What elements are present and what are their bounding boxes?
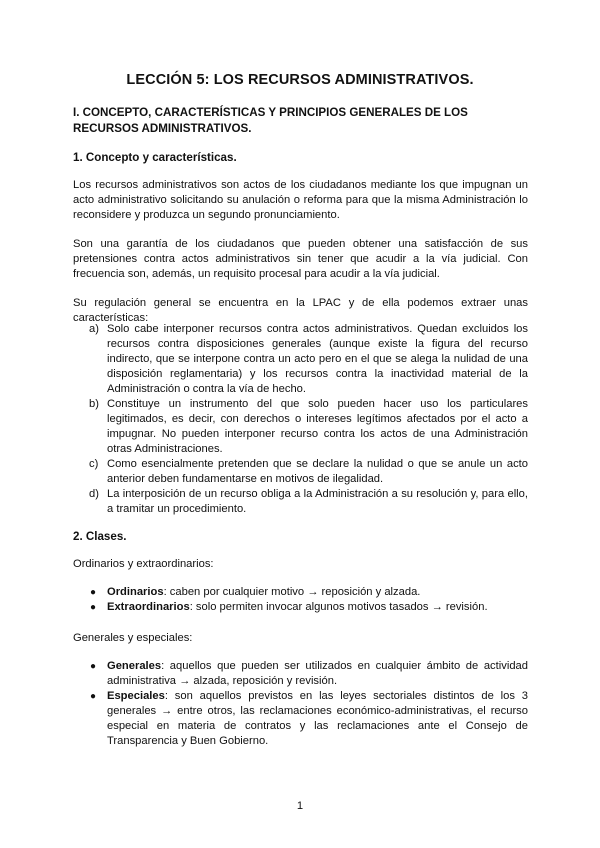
list-item-text: La interposición de un recurso obliga a la Administración a su resolución y, para ello, a tramitar un procedimiento. xyxy=(107,488,528,515)
page-title: LECCIÓN 5: LOS RECURSOS ADMINISTRATIVOS. xyxy=(126,72,474,88)
bullet-icon: ● xyxy=(90,587,97,598)
list-marker: c) xyxy=(89,458,99,470)
bullet-list-ordinarios xyxy=(73,585,528,615)
list-item-text: Solo cabe interponer recursos contra actos administrativos. Quedan excluidos los recursos contra disposiciones generales (aunque existe la figura del recurso indirecto, que se interpone contra un acto pero en el que se alega la nulidad de una disposición reglamentaria) y los recursos contra la inactividad material de la Administración o contra la vía de hecho. xyxy=(107,323,528,395)
list-item xyxy=(73,600,528,615)
subsection-heading-concepto: 1. Concepto y características. xyxy=(73,151,237,164)
bullet-icon: ● xyxy=(90,602,97,613)
bullet-icon: ● xyxy=(90,691,97,702)
paragraph-regulation: Su regulación general se encuentra en la LPAC y de ella podemos extraer unas características: xyxy=(73,297,528,324)
characteristics-list xyxy=(73,322,528,517)
list-marker: a) xyxy=(89,323,99,335)
term: Extraordinarios xyxy=(107,601,190,613)
term: Especiales xyxy=(107,690,165,702)
group-intro-ordinarios: Ordinarios y extraordinarios: xyxy=(73,558,214,570)
term-description: : caben por cualquier motivo → reposición y alzada. xyxy=(163,586,421,598)
term-description: : aquellos que pueden ser utilizados en cualquier ámbito de actividad administrativa → alzada, reposición y revisión. xyxy=(107,660,528,687)
subsection-heading-clases: 2. Clases. xyxy=(73,530,127,543)
list-item xyxy=(73,689,528,749)
list-item xyxy=(73,457,528,487)
list-marker: b) xyxy=(89,398,99,410)
term: Generales xyxy=(107,660,162,672)
bullet-icon: ● xyxy=(90,661,97,672)
bullet-list-generales xyxy=(73,659,528,749)
list-item-text: Como esencialmente pretenden que se declare la nulidad o que se anule un acto anterior deben fundamentarse en motivos de ilegalidad. xyxy=(107,458,528,485)
paragraph-guarantee: Son una garantía de los ciudadanos que pueden obtener una satisfacción de sus pretensiones contra actos administrativos sin tener que acudir a la vía judicial. Con frecuencia son, además, un requisito procesal para acudir a la vía judicial. xyxy=(73,238,528,280)
term-description: : son aquellos previstos en las leyes sectoriales distintos de los 3 generales → entre otros, las reclamaciones económico-administrativas, el recurso especial en materia de contratos y las reclamaciones ante el Consejo de Transparencia y Buen Gobierno. xyxy=(107,690,528,747)
list-marker: d) xyxy=(89,488,99,500)
page-number: 1 xyxy=(296,800,304,812)
list-item-text: Constituye un instrumento del que solo pueden hacer uso los particulares legitimados, es decir, con derechos o intereses legítimos afectados por el acto a impugnar. No pueden interponer recurso contra los actos de una Administración otras Administraciones. xyxy=(107,398,528,455)
list-item xyxy=(73,487,528,517)
term: Ordinarios xyxy=(107,586,164,598)
term-description: : solo permiten invocar algunos motivos tasados → revisión. xyxy=(189,601,488,613)
list-item xyxy=(73,585,528,600)
list-item xyxy=(73,322,528,397)
list-item xyxy=(73,659,528,689)
list-item xyxy=(73,397,528,457)
paragraph-definition: Los recursos administrativos son actos de los ciudadanos mediante los que impugnan un acto administrativo solicitando su anulación o reforma para que la misma Administración lo reconsidere y produzca un segundo pronunciamiento. xyxy=(73,179,528,221)
group-intro-generales: Generales y especiales: xyxy=(73,632,193,644)
section-heading: I. CONCEPTO, CARACTERÍSTICAS Y PRINCIPIOS GENERALES DE LOS RECURSOS ADMINISTRATIVOS. xyxy=(73,106,468,135)
